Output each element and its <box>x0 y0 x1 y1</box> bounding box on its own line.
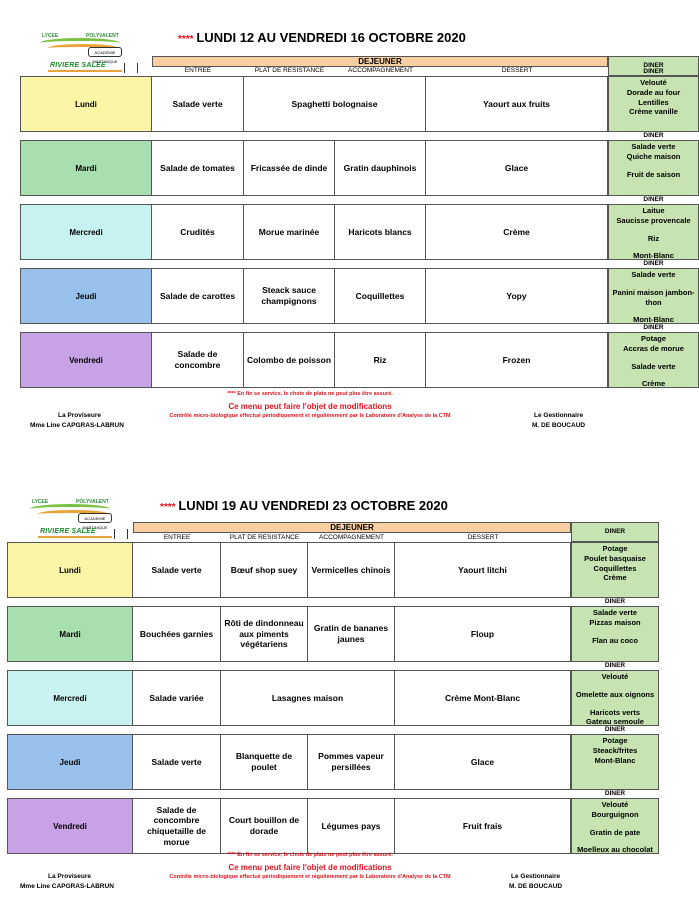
diner-item <box>572 820 658 828</box>
title-text: LUNDI 19 AU VENDREDI 23 OCTOBRE 2020 <box>178 498 448 513</box>
menu-cell-entree: Salade verte <box>152 76 244 132</box>
day-name: Mardi <box>7 606 133 662</box>
title-stars: **** <box>178 34 197 45</box>
modification-note: Ce menu peut faire l'objet de modifications <box>228 863 392 872</box>
logo-brand-text: RIVIERE SALEE <box>40 528 96 535</box>
gestionnaire-name: M. DE BOUCAUD <box>532 422 586 429</box>
menu-cell-plat: Colombo de poisson <box>244 332 335 388</box>
diner-item <box>572 682 658 690</box>
menu-cell-plat: Morue marinée <box>244 204 335 260</box>
logo-poly-text: POLYVALENT <box>76 499 109 505</box>
menu-cell-entree: Salade de tomates <box>152 140 244 196</box>
diner-item: Flan au coco <box>592 635 638 645</box>
menu-cell-plat: Court bouillon de dorade <box>221 798 308 854</box>
diner-item: Mont-Blanc <box>594 755 636 765</box>
diner-item: Pizzas maison <box>589 617 641 627</box>
control-note: Contrôle micro-biologique effectué périodiquement et régulièrement par le Laboratoire d'Analyse de la CTM <box>169 874 451 880</box>
diner-label: DINER <box>604 790 626 797</box>
diner-item: Quiche maison <box>626 151 681 161</box>
diner-item: Moelleux au chocolat <box>577 845 653 855</box>
school-logo <box>30 498 130 546</box>
diner-item <box>609 371 698 379</box>
title-text: LUNDI 12 AU VENDREDI 16 OCTOBRE 2020 <box>196 30 466 45</box>
diner-header: DINER <box>571 522 659 542</box>
day-row-mardi <box>0 132 681 196</box>
diner-item: Panini maison jambon- <box>612 287 695 297</box>
menu-cell-entree: Crudités <box>152 204 244 260</box>
col-header-dessert: DESSERT <box>467 534 499 541</box>
diner-item: thon <box>645 297 662 307</box>
col-header-plat: PLAT DE RESISTANCE <box>254 67 325 74</box>
diner-item: Accras de morue <box>623 343 684 353</box>
menu-cell-entree: Bouchées garnies <box>133 606 221 662</box>
dejeuner-header: DEJEUNER <box>152 56 608 67</box>
diner-item: Crème vanille <box>629 107 678 117</box>
diner-item: Coquillettes <box>593 563 637 573</box>
menu-cell-plat: Spaghetti bolognaise <box>244 76 426 132</box>
diner-menu <box>571 734 659 790</box>
diner-menu <box>571 798 659 854</box>
day-name: Mercredi <box>20 204 152 260</box>
diner-item <box>572 700 658 708</box>
day-row-mercredi <box>0 196 691 261</box>
diner-menu <box>608 204 699 260</box>
diner-item: Salade verte <box>631 270 676 279</box>
gestionnaire-title: Le Gestionnaire <box>511 873 561 880</box>
diner-item: Velouté <box>601 672 629 681</box>
diner-item <box>609 243 698 251</box>
col-header-entree: ENTREE <box>163 534 191 541</box>
logo-brand-text: RIVIERE SALEE <box>50 62 106 69</box>
diner-menu <box>571 542 659 598</box>
menu-cell-dessert: Glace <box>426 140 608 196</box>
menu-cell-plat: Blanquette de poulet <box>221 734 308 790</box>
menu-cell-entree: Salade verte <box>133 734 221 790</box>
diner-menu <box>608 268 699 324</box>
day-row-mercredi <box>0 662 655 727</box>
modification-note: Ce menu peut faire l'objet de modifications <box>228 402 392 411</box>
diner-item <box>609 280 698 288</box>
menu-cell-entree: Salade de concombre chiquetaille de morue <box>133 798 221 854</box>
day-row-jeudi <box>0 260 695 325</box>
day-name: Mercredi <box>7 670 133 726</box>
day-row-jeudi <box>0 726 638 790</box>
logo-seal: ACADEMIE MARTINIQUE <box>78 513 112 523</box>
diner-label: DINER <box>643 260 664 267</box>
diner-item: Crème <box>641 379 666 389</box>
day-row-lundi <box>0 542 646 598</box>
diner-menu <box>608 140 699 196</box>
menu-cell-dessert: Glace <box>395 734 571 790</box>
menu-cell-dessert: Frozen <box>426 332 608 388</box>
col-header-plat: PLAT DE RESISTANCE <box>229 534 300 541</box>
menu-cell-accomp: Légumes pays <box>308 798 395 854</box>
menu-cell-dessert: Crème <box>426 204 608 260</box>
diner-item: Salade verte <box>592 608 638 617</box>
diner-item: Omelette aux oignons <box>575 689 655 699</box>
diner-label: DINER <box>643 196 664 203</box>
menu-cell-plat: Lasagnes maison <box>221 670 395 726</box>
menu-cell-dessert: Yaourt litchi <box>395 542 571 598</box>
menu-cell-accomp: Gratin dauphinois <box>335 140 426 196</box>
proviseure-name: Mme Line CAPGRAS-LABRUN <box>30 422 124 429</box>
menu-cell-accomp: Gratin de bananes jaunes <box>308 606 395 662</box>
diner-label: DINER <box>604 726 626 733</box>
diner-item <box>572 628 658 636</box>
diner-item: Salade verte <box>631 142 676 151</box>
week-1-menu <box>0 0 695 440</box>
menu-cell-dessert: Fruit frais <box>395 798 571 854</box>
col-header-accompagnement: ACCOMPAGNEMENT <box>348 67 413 74</box>
diner-item <box>609 354 698 362</box>
diner-item <box>609 226 698 234</box>
school-logo <box>40 32 140 80</box>
diner-item: Mont-Blanc <box>633 315 674 325</box>
service-note: **** En fin se service, le choix de plats ne peut plus être assuré. <box>227 852 393 858</box>
diner-item: Potage <box>602 736 628 745</box>
diner-label: DINER <box>643 68 664 75</box>
proviseure-name: Mme Line CAPGRAS-LABRUN <box>20 883 114 890</box>
day-name: Jeudi <box>20 268 152 324</box>
col-header-accompagnement: ACCOMPAGNEMENT <box>319 534 384 541</box>
diner-item: Fruit de saison <box>626 169 681 179</box>
menu-cell-accomp: Coquillettes <box>335 268 426 324</box>
col-header-dessert: DESSERT <box>501 67 533 74</box>
diner-label: DINER <box>604 598 626 605</box>
dejeuner-header: DEJEUNER <box>133 522 571 533</box>
diner-header: DINER <box>608 56 699 76</box>
diner-item <box>609 307 698 315</box>
diner-item: Haricots verts <box>589 707 641 717</box>
diner-item <box>609 162 698 170</box>
diner-item: Gratin de pate <box>589 827 641 837</box>
day-name: Vendredi <box>20 332 152 388</box>
logo-lycee-text: LYCEE <box>32 499 49 505</box>
day-name: Mardi <box>20 140 152 196</box>
diner-item: Lentilles <box>638 97 669 107</box>
menu-cell-entree: Salade de concombre <box>152 332 244 388</box>
proviseure-title: La Proviseure <box>48 873 91 880</box>
diner-item <box>572 837 658 845</box>
diner-item: Salade verte <box>631 361 676 371</box>
menu-cell-dessert: Crème Mont-Blanc <box>395 670 571 726</box>
diner-label: DINER <box>643 324 664 331</box>
day-row-mardi <box>0 598 641 662</box>
diner-item: Gateau semoule <box>586 717 644 727</box>
menu-cell-accomp: Haricots blancs <box>335 204 426 260</box>
menu-cell-dessert: Yopy <box>426 268 608 324</box>
diner-item: Bourguignon <box>591 809 639 819</box>
title-stars: **** <box>160 502 179 513</box>
diner-item: Riz <box>647 233 660 243</box>
diner-item: Laitue <box>642 206 665 215</box>
menu-cell-dessert: Floup <box>395 606 571 662</box>
menu-cell-entree: Salade variée <box>133 670 221 726</box>
proviseure-title: La Proviseure <box>58 412 101 419</box>
menu-cell-accomp: Vermicelles chinois <box>308 542 395 598</box>
menu-cell-accomp: Riz <box>335 332 426 388</box>
diner-item: Potage <box>602 544 628 553</box>
menu-cell-entree: Salade de carottes <box>152 268 244 324</box>
diner-item: Velouté <box>601 800 629 809</box>
menu-cell-plat: Steack sauce champignons <box>244 268 335 324</box>
diner-item: Mont-Blanc <box>633 251 674 261</box>
menu-cell-plat: Bœuf shop suey <box>221 542 308 598</box>
diner-label: DINER <box>643 132 664 139</box>
diner-item: Poulet basquaise <box>584 553 646 563</box>
menu-cell-accomp: Pommes vapeur persillées <box>308 734 395 790</box>
logo-lycee-text: LYCEE <box>42 33 59 39</box>
day-name: Lundi <box>20 76 152 132</box>
day-name: Lundi <box>7 542 133 598</box>
diner-item: Potage <box>640 334 666 343</box>
logo-seal: ACADEMIE MARTINIQUE <box>88 47 122 57</box>
day-name: Vendredi <box>7 798 133 854</box>
menu-cell-dessert: Yaourt aux fruits <box>426 76 608 132</box>
menu-cell-entree: Salade verte <box>133 542 221 598</box>
day-row-vendredi <box>0 324 684 389</box>
diner-menu <box>571 606 659 662</box>
logo-poly-text: POLYVALENT <box>86 33 119 39</box>
week-title <box>178 30 466 45</box>
control-note: Contrôle micro-biologique effectué périodiquement et régulièrement par le Laboratoire d'Analyse de la CTM <box>169 413 451 419</box>
gestionnaire-name: M. DE BOUCAUD <box>509 883 563 890</box>
menu-cell-plat: Rôti de dindonneau aux piments végétariens <box>221 606 308 662</box>
diner-item: Velouté <box>640 78 667 87</box>
diner-item: Dorade au four <box>626 87 681 97</box>
diner-menu <box>608 332 699 388</box>
week-2-menu <box>0 462 655 917</box>
week-title <box>160 498 448 513</box>
service-note: **** En fin se service, le choix de plats ne peut plus être assuré. <box>227 391 393 397</box>
diner-menu <box>571 670 659 726</box>
day-name: Jeudi <box>7 734 133 790</box>
diner-label: DINER <box>604 662 626 669</box>
diner-item: Crème <box>603 573 627 583</box>
menu-cell-plat: Fricassée de dinde <box>244 140 335 196</box>
diner-item: Steack/frites <box>592 745 638 755</box>
diner-item: Saucisse provencale <box>616 215 691 225</box>
diner-menu <box>608 76 699 132</box>
col-header-entree: ENTREE <box>184 67 212 74</box>
gestionnaire-title: Le Gestionnaire <box>534 412 584 419</box>
